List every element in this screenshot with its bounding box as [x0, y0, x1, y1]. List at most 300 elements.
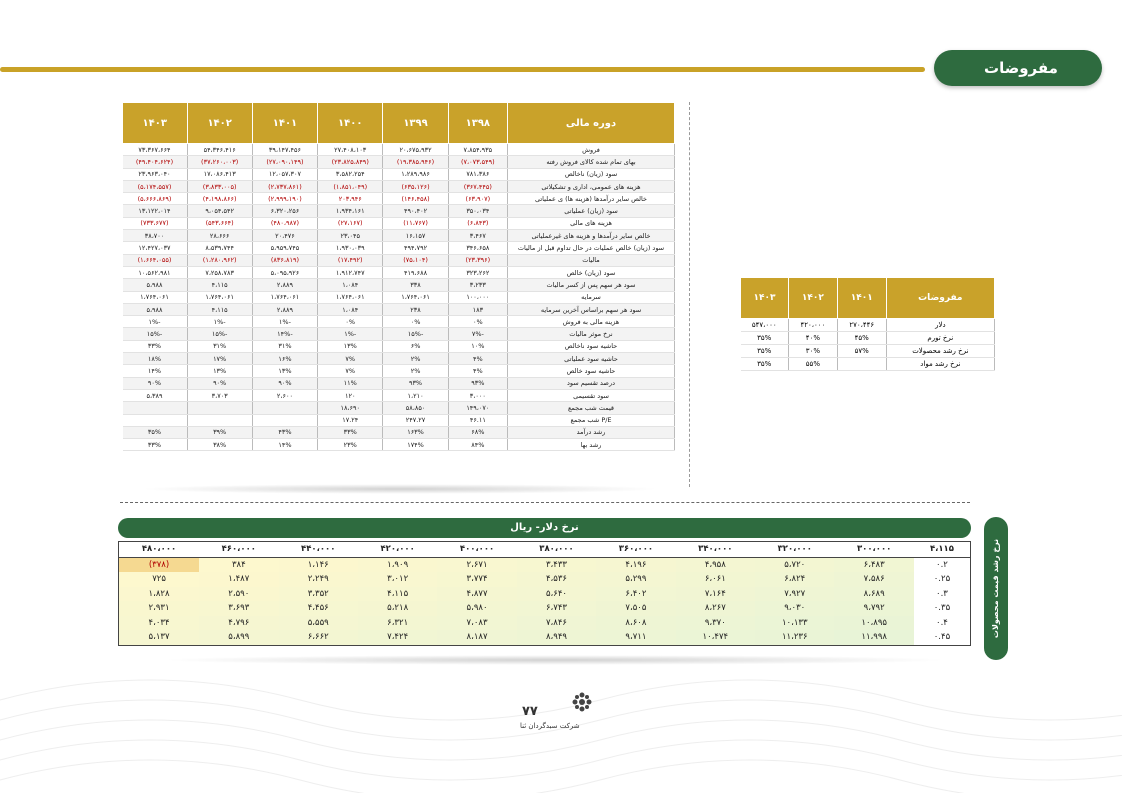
cell-value: (۱۷،۴۹۲): [318, 254, 383, 266]
sensitivity-cell: ۷،۱۶۴: [676, 587, 755, 602]
cell-value: ۵۴،۳۴۶،۴۱۶: [187, 144, 252, 156]
sensitivity-table: [118, 541, 971, 646]
cell-value: ۳۳%: [123, 439, 188, 451]
growth-rate-row-label: ۰.۴: [936, 617, 948, 628]
cell-value: (۴۹،۴۰۴،۶۲۴): [123, 156, 188, 168]
cell-value: ۲۳۸: [383, 303, 448, 315]
cell-value: ۱۶%: [252, 353, 317, 365]
table-row: [123, 254, 675, 266]
sensitivity-cell: ۱،۱۴۶: [279, 557, 358, 572]
sensitivity-cell: ۹،۷۹۲: [834, 601, 913, 616]
cell-value: ۹۳%: [448, 377, 507, 389]
row-label: بهای تمام شده کالای فروش رفته: [508, 156, 675, 168]
row-label: سود (زیان) خالص عملیات در حال تداوم قبل از مالیات: [508, 242, 675, 254]
cell-value: (۲۷،۰۹۰،۱۴۹): [252, 156, 317, 168]
cell-value: ۷،۲۵۸،۷۸۳: [187, 266, 252, 278]
row-label: سود تقسیمی: [508, 389, 675, 401]
cell-value: ۱۴%: [123, 365, 188, 377]
cell-value: -۱۴%: [252, 328, 317, 340]
horizontal-divider: [120, 502, 970, 503]
cell-value: ۵،۹۸۸: [123, 303, 188, 315]
cell-value: ۳۸،۷۰۰: [123, 230, 188, 242]
table-row: [123, 426, 675, 438]
cell-value: ۱۳%: [318, 340, 383, 352]
table-row: [123, 205, 675, 217]
growth-rate-row-label: ۰.۳۵: [933, 603, 951, 614]
cell-value: ۱۶،۱۵۷: [383, 230, 448, 242]
cell-value: ۰%: [318, 316, 383, 328]
cell-value: (۲،۷۳۷،۸۶۱): [252, 180, 317, 192]
row-label: نرخ تورم: [886, 332, 994, 345]
cell-value: ۱۲،۰۵۷،۳۰۷: [252, 168, 317, 180]
sensitivity-cell: ۷،۵۸۶: [834, 572, 913, 587]
row-label: سود (زیان) خالص: [508, 266, 675, 278]
cell-value: ۱،۷۶۴،۰۶۱: [252, 291, 317, 303]
row-label: نرخ موثر مالیات: [508, 328, 675, 340]
cell-value: [123, 414, 188, 426]
sensitivity-cell: ۳،۳۵۲: [279, 587, 358, 602]
sensitivity-cell: ۶،۷۴۳: [517, 601, 596, 616]
cell-value: ۷،۸۵۴،۹۳۵: [448, 144, 507, 156]
fin-header-year: ۱۴۰۳: [123, 103, 188, 144]
table-row: [123, 340, 675, 352]
sensitivity-cell: ۷،۴۲۴: [358, 630, 437, 645]
table-row: [123, 144, 675, 156]
row-label: هزینه های عمومی، اداری و تشکیلاتی: [508, 180, 675, 192]
sensitivity-cell: ۹،۳۷۰: [676, 616, 755, 631]
cell-value: ۹۳%: [383, 377, 448, 389]
table-row: [741, 332, 995, 345]
cell-value: (۱۱،۷۶۷): [383, 217, 448, 229]
dollar-rate-column-header: ۳۴۰،۰۰۰: [676, 542, 755, 558]
sensitivity-cell: ۹،۷۱۱: [596, 630, 675, 645]
assumptions-header-year: ۱۴۰۲: [788, 278, 837, 319]
cell-value: ۱،۷۶۴،۰۶۱: [318, 291, 383, 303]
sensitivity-cell: ۶،۸۲۴: [755, 572, 834, 587]
financial-statement-table: [122, 102, 675, 451]
cell-value: (۳۷،۲۶۰،۰۰۳): [187, 156, 252, 168]
cell-value: ۱،۷۶۴،۰۶۱: [187, 291, 252, 303]
sensitivity-cell: ۱،۸۲۸: [119, 587, 200, 602]
table-row: [119, 630, 971, 645]
sensitivity-cell: ۵،۶۴۰: [517, 587, 596, 602]
cell-value: ۰%: [383, 316, 448, 328]
sensitivity-shadow: [160, 655, 950, 665]
dollar-rate-column-header: ۳۶۰،۰۰۰: [596, 542, 675, 558]
cell-value: ۳۰%: [788, 345, 837, 358]
sensitivity-cell: ۵،۷۲۰: [755, 557, 834, 572]
cell-value: (۱،۶۶۴،۰۵۵): [123, 254, 188, 266]
cell-value: ۱۰%: [448, 340, 507, 352]
sensitivity-cell: ۱۰،۴۷۴: [676, 630, 755, 645]
sensitivity-cell: ۴،۷۹۶: [199, 616, 278, 631]
dollar-rate-column-header: ۳۸۰،۰۰۰: [517, 542, 596, 558]
cell-value: ۳۵%: [741, 332, 789, 345]
cell-value: ۸۴%: [448, 439, 507, 451]
row-label: خالص سایر درآمدها و هزینه های غیرعملیاتی: [508, 230, 675, 242]
row-label: حاشیه سود ناخالص: [508, 340, 675, 352]
cell-value: ۳۳۸: [383, 279, 448, 291]
row-label: نرخ رشد مواد: [886, 358, 994, 371]
row-label: مالیات: [508, 254, 675, 266]
logo-number: ۷۷: [522, 704, 538, 719]
table-row: [123, 365, 675, 377]
sensitivity-cell: ۴،۹۵۸: [676, 557, 755, 572]
table-shadow: [140, 484, 660, 494]
sensitivity-cell: ۶،۶۶۲: [279, 630, 358, 645]
growth-rate-row-label: ۰.۳: [936, 588, 948, 599]
dollar-rate-column-header: ۳۲۰،۰۰۰: [755, 542, 834, 558]
row-label: P/E شب مجمع: [508, 414, 675, 426]
cell-value: [252, 414, 317, 426]
cell-value: -۷%: [448, 328, 507, 340]
sensitivity-cell: ۵،۸۹۹: [199, 630, 278, 645]
cell-value: ۵،۹۸۸: [123, 279, 188, 291]
cell-value: ۲۰۳،۹۴۶: [318, 193, 383, 205]
cell-value: ۱،۷۶۴،۰۶۱: [383, 291, 448, 303]
sensitivity-cell: ۵،۹۸۰: [437, 601, 516, 616]
cell-value: ۵۸،۸۵۰: [383, 402, 448, 414]
cell-value: -۱%: [318, 328, 383, 340]
sensitivity-cell: ۴،۴۵۶: [279, 601, 358, 616]
cell-value: ۷%: [318, 365, 383, 377]
sensitivity-cell: ۸،۱۸۷: [437, 630, 516, 645]
sensitivity-cell: ۶،۳۲۱: [358, 616, 437, 631]
sensitivity-cell: ۴،۵۳۶: [517, 572, 596, 587]
cell-value: ۹۰%: [187, 377, 252, 389]
cell-value: ۱۷%: [187, 353, 252, 365]
cell-value: ۲۳،۹۶۳،۰۴۰: [123, 168, 188, 180]
table-row: [123, 156, 675, 168]
sensitivity-cell: ۳،۰۱۲: [358, 572, 437, 587]
cell-value: ۱،۲۱۰: [383, 389, 448, 401]
cell-value: ۷۳،۳۶۷،۶۶۴: [123, 144, 188, 156]
table-row: [123, 291, 675, 303]
cell-value: ۳،۰۰۰: [448, 389, 507, 401]
sensitivity-header-row: [119, 542, 971, 558]
sensitivity-cell: ۶،۴۰۲: [596, 587, 675, 602]
cell-value: ۳،۵۸۲،۲۵۴: [318, 168, 383, 180]
cell-value: ۲۳،۰۴۵: [318, 230, 383, 242]
cell-value: ۱۳%: [252, 365, 317, 377]
cell-value: ۳۵%: [123, 426, 188, 438]
cell-value: ۴۱۹،۶۸۸: [383, 266, 448, 278]
sensitivity-cell: ۳،۷۷۴: [437, 572, 516, 587]
cell-value: ۳۳%: [318, 426, 383, 438]
cell-value: (۶،۸۴۳): [448, 217, 507, 229]
table-row: [119, 616, 971, 631]
cell-value: ۲%: [383, 365, 448, 377]
cell-value: ۲%: [383, 353, 448, 365]
cell-value: ۷%: [318, 353, 383, 365]
cell-value: ۴۲۰،۰۰۰: [788, 319, 837, 332]
row-label: قیمت شب مجمع: [508, 402, 675, 414]
cell-value: ۲،۸۸۹: [252, 279, 317, 291]
dollar-rate-column-header: ۴۲۰،۰۰۰: [358, 542, 437, 558]
row-label: حاشیه سود عملیاتی: [508, 353, 675, 365]
cell-value: -۱%: [187, 316, 252, 328]
sensitivity-cell: ۹،۰۳۰: [755, 601, 834, 616]
cell-value: ۱،۹۳۴،۱۶۱: [318, 205, 383, 217]
cell-value: ۳۵%: [741, 345, 789, 358]
row-label: سرمایه: [508, 291, 675, 303]
cell-value: ۹،۰۵۴،۵۴۲: [187, 205, 252, 217]
sensitivity-cell: ۱،۴۸۷: [199, 572, 278, 587]
cell-value: (۴۸۰،۹۸۷): [252, 217, 317, 229]
cell-value: -۱%: [123, 316, 188, 328]
cell-value: [187, 402, 252, 414]
sensitivity-cell: ۴،۸۷۷: [437, 587, 516, 602]
dollar-rate-column-header: ۴۶۰،۰۰۰: [199, 542, 278, 558]
cell-value: (۳۶۷،۴۴۵): [448, 180, 507, 192]
cell-value: ۳۹%: [187, 426, 252, 438]
row-label: رشد بها: [508, 439, 675, 451]
cell-value: ۴۹۴،۷۹۲: [383, 242, 448, 254]
sensitivity-cell: ۳،۴۳۳: [517, 557, 596, 572]
cell-value: (۶۳،۹۰۷): [448, 193, 507, 205]
sensitivity-cell: ۸،۶۰۸: [596, 616, 675, 631]
cell-value: ۱۴%: [252, 439, 317, 451]
cell-value: ۲۰،۶۷۵،۹۳۲: [383, 144, 448, 156]
cell-value: ۴۰%: [788, 332, 837, 345]
row-label: خالص سایر درآمدها (هزینه ها) ی عملیاتی: [508, 193, 675, 205]
cell-value: ۱۰،۵۶۲،۹۸۱: [123, 266, 188, 278]
table-row: [123, 439, 675, 451]
cell-value: ۱۸%: [123, 353, 188, 365]
table-row: [741, 345, 995, 358]
cell-value: ۲۳%: [318, 439, 383, 451]
sensitivity-cell: ۲،۹۳۱: [119, 601, 200, 616]
cell-value: ۱۶۳%: [383, 426, 448, 438]
sensitivity-cell: ۴،۱۱۵: [358, 587, 437, 602]
cell-value: ۲۰،۴۷۶: [252, 230, 317, 242]
cell-value: -۱۵%: [383, 328, 448, 340]
logo-text: شرکت سبدگردان ثنا: [520, 722, 580, 730]
header-rule: [0, 67, 925, 72]
growth-rate-row-label: ۰.۲۵: [933, 574, 951, 585]
table-row: [123, 414, 675, 426]
sensitivity-cell: ۲،۶۷۱: [437, 557, 516, 572]
fin-header-year: ۱۳۹۸: [448, 103, 507, 144]
sensitivity-cell: (۳۷۸): [119, 557, 200, 572]
sensitivity-cell: ۷،۹۲۷: [755, 587, 834, 602]
cell-value: ۳۵%: [741, 358, 789, 371]
cell-value: ۲،۸۸۹: [252, 303, 317, 315]
row-label: درصد تقسیم سود: [508, 377, 675, 389]
cell-value: ۵۷%: [837, 345, 886, 358]
cell-value: ۵،۰۹۵،۹۲۶: [252, 266, 317, 278]
table-row: [123, 328, 675, 340]
fin-header-period: دوره مالی: [508, 103, 675, 144]
cell-value: ۱۲۰: [318, 389, 383, 401]
cell-value: ۲۴۷.۲۷: [383, 414, 448, 426]
table-row: [123, 242, 675, 254]
cell-value: ۱،۰۸۴: [318, 303, 383, 315]
cell-value: (۲،۹۹۹،۱۹۰): [252, 193, 317, 205]
cell-value: ۴۵%: [837, 332, 886, 345]
side-label-text: نرخ رشد قیمت محصولات: [991, 538, 1001, 639]
row-label: نرخ رشد محصولات: [886, 345, 994, 358]
growth-rate-row-label: ۰.۲: [936, 559, 948, 570]
table-row: [123, 353, 675, 365]
cell-value: (۱،۸۵۱،۰۴۹): [318, 180, 383, 192]
cell-value: ۳۸%: [187, 439, 252, 451]
assumptions-header-title: مفروضات: [886, 278, 994, 319]
sensitivity-cell: ۷،۸۴۶: [517, 616, 596, 631]
sensitivity-cell: ۱،۹۰۹: [358, 557, 437, 572]
cell-value: ۱۴۹،۰۷۰: [448, 402, 507, 414]
company-logo: [520, 690, 600, 740]
row-label: سود هر سهم براساس آخرین سرمایه: [508, 303, 675, 315]
table-row: [123, 389, 675, 401]
fin-header-year: ۱۴۰۲: [187, 103, 252, 144]
row-label: حاشیه سود خالص: [508, 365, 675, 377]
fin-header-year: ۱۴۰۱: [252, 103, 317, 144]
cell-value: ۴،۱۱۵: [187, 303, 252, 315]
cell-value: ۲۷،۴۰۸،۱۰۳: [318, 144, 383, 156]
cell-value: ۱۱%: [318, 377, 383, 389]
table-row: [119, 572, 971, 587]
sensitivity-cell: ۵،۵۵۹: [279, 616, 358, 631]
sensitivity-cell: ۳۸۴: [199, 557, 278, 572]
sensitivity-cell: ۱۰،۸۹۵: [834, 616, 913, 631]
assumptions-table: [740, 277, 995, 371]
sensitivity-cell: ۷،۰۸۳: [437, 616, 516, 631]
cell-value: (۲۷،۱۶۷): [318, 217, 383, 229]
base-eps-corner: ۴،۱۱۵: [914, 542, 971, 558]
assumptions-header-year: ۱۴۰۱: [837, 278, 886, 319]
cell-value: (۷،۰۷۳،۵۴۹): [448, 156, 507, 168]
table-row: [123, 168, 675, 180]
cell-value: ۳۹،۱۴۷،۴۵۶: [252, 144, 317, 156]
dollar-rate-column-header: ۴۰۰،۰۰۰: [437, 542, 516, 558]
table-row: [123, 279, 675, 291]
sensitivity-cell: ۲،۵۹۰: [199, 587, 278, 602]
sensitivity-cell: ۷۲۵: [119, 572, 200, 587]
row-label: سود (زیان) ناخالص: [508, 168, 675, 180]
table-row: [123, 303, 675, 315]
sensitivity-cell: ۸،۹۴۹: [517, 630, 596, 645]
sensitivity-cell: ۷،۵۰۵: [596, 601, 675, 616]
cell-value: ۳۵۰،۰۳۴: [448, 205, 507, 217]
table-row: [123, 316, 675, 328]
table-row: [119, 601, 971, 616]
cell-value: ۱۷۴%: [383, 439, 448, 451]
cell-value: (۴،۱۹۸،۸۶۶): [187, 193, 252, 205]
table-row: [123, 377, 675, 389]
cell-value: ۴%: [448, 365, 507, 377]
cell-value: -۱۵%: [123, 328, 188, 340]
cell-value: (۵،۶۶۶،۸۶۹): [123, 193, 188, 205]
row-label: رشد درآمد: [508, 426, 675, 438]
sensitivity-cell: ۱۰،۱۳۳: [755, 616, 834, 631]
cell-value: ۹۰%: [252, 377, 317, 389]
assumptions-header-year: ۱۴۰۳: [741, 278, 789, 319]
sensitivity-cell: ۸،۲۶۷: [676, 601, 755, 616]
cell-value: ۱۸۳: [448, 303, 507, 315]
growth-rate-side-label: [984, 517, 1008, 660]
table-row: [123, 217, 675, 229]
cell-value: (۷۵،۱۰۴): [383, 254, 448, 266]
cell-value: ۲۸،۶۶۶: [187, 230, 252, 242]
cell-value: ۳۱%: [252, 340, 317, 352]
row-label: فروش: [508, 144, 675, 156]
cell-value: ۴۳%: [252, 426, 317, 438]
cell-value: ۱۷.۲۴: [318, 414, 383, 426]
table-row: [119, 587, 971, 602]
sensitivity-cell: ۱۱،۹۹۸: [834, 630, 913, 645]
cell-value: ۴۶.۱۱: [448, 414, 507, 426]
cell-value: ۱،۲۸۹،۹۸۶: [383, 168, 448, 180]
sensitivity-cell: ۶،۰۶۱: [676, 572, 755, 587]
cell-value: (۲۳،۳۹۶): [448, 254, 507, 266]
sensitivity-cell: ۴،۰۳۴: [119, 616, 200, 631]
cell-value: ۱،۰۸۴: [318, 279, 383, 291]
cell-value: ۷۸۱،۳۸۶: [448, 168, 507, 180]
cell-value: [187, 414, 252, 426]
cell-value: (۵،۱۷۴،۵۵۷): [123, 180, 188, 192]
sensitivity-cell: ۱۱،۲۳۶: [755, 630, 834, 645]
vertical-divider: [689, 102, 690, 487]
row-label: سود (زیان) عملیاتی: [508, 205, 675, 217]
cell-value: -۱۵%: [187, 328, 252, 340]
cell-value: ۵۵%: [788, 358, 837, 371]
table-row: [119, 557, 971, 572]
cell-value: ۱۳%: [187, 365, 252, 377]
cell-value: ۴%: [448, 353, 507, 365]
sensitivity-cell: ۴،۱۹۶: [596, 557, 675, 572]
cell-value: ۹۰%: [123, 377, 188, 389]
fin-header-year: ۱۳۹۹: [383, 103, 448, 144]
cell-value: [252, 402, 317, 414]
cell-value: (۱،۲۸۰،۹۶۲): [187, 254, 252, 266]
cell-value: ۱۷،۰۸۶،۴۱۳: [187, 168, 252, 180]
cell-value: ۶۸%: [448, 426, 507, 438]
cell-value: ۳۲۳،۲۶۲: [448, 266, 507, 278]
cell-value: (۱۴۶،۴۵۸): [383, 193, 448, 205]
dollar-rate-column-header: ۳۰۰،۰۰۰: [834, 542, 913, 558]
table-row: [741, 358, 995, 371]
table-row: [123, 266, 675, 278]
growth-rate-row-label: ۰.۴۵: [933, 632, 951, 643]
sensitivity-cell: ۸،۶۸۹: [834, 587, 913, 602]
page-title: مفروضات: [934, 50, 1102, 86]
cell-value: ۳،۴۶۷: [448, 230, 507, 242]
sensitivity-cell: ۶،۴۸۳: [834, 557, 913, 572]
cell-value: ۳۴۶،۶۵۸: [448, 242, 507, 254]
cell-value: ۳۳%: [123, 340, 188, 352]
dollar-rate-column-header: ۴۴۰،۰۰۰: [279, 542, 358, 558]
cell-value: ۳۱%: [187, 340, 252, 352]
dollar-rate-column-header: ۴۸۰،۰۰۰: [119, 542, 200, 558]
cell-value: ۶%: [383, 340, 448, 352]
cell-value: (۵۴۳،۶۶۴): [187, 217, 252, 229]
sensitivity-cell: ۲،۲۴۹: [279, 572, 358, 587]
cell-value: ۲۷۰،۴۴۶: [837, 319, 886, 332]
cell-value: ۴۹۰،۴۰۲: [383, 205, 448, 217]
sensitivity-cell: ۵،۱۳۷: [119, 630, 200, 645]
cell-value: ۱۰۰،۰۰۰: [448, 291, 507, 303]
cell-value: ۳،۲۳۳: [448, 279, 507, 291]
fin-header-year: ۱۴۰۰: [318, 103, 383, 144]
table-row: [123, 230, 675, 242]
sensitivity-cell: ۵،۲۹۹: [596, 572, 675, 587]
cell-value: (۸۳۶،۸۱۹): [252, 254, 317, 266]
row-label: هزینه های مالی: [508, 217, 675, 229]
row-label: هزینه مالی به فروش: [508, 316, 675, 328]
cell-value: ۱،۹۳۰،۰۳۹: [318, 242, 383, 254]
cell-value: ۴،۱۱۵: [187, 279, 252, 291]
